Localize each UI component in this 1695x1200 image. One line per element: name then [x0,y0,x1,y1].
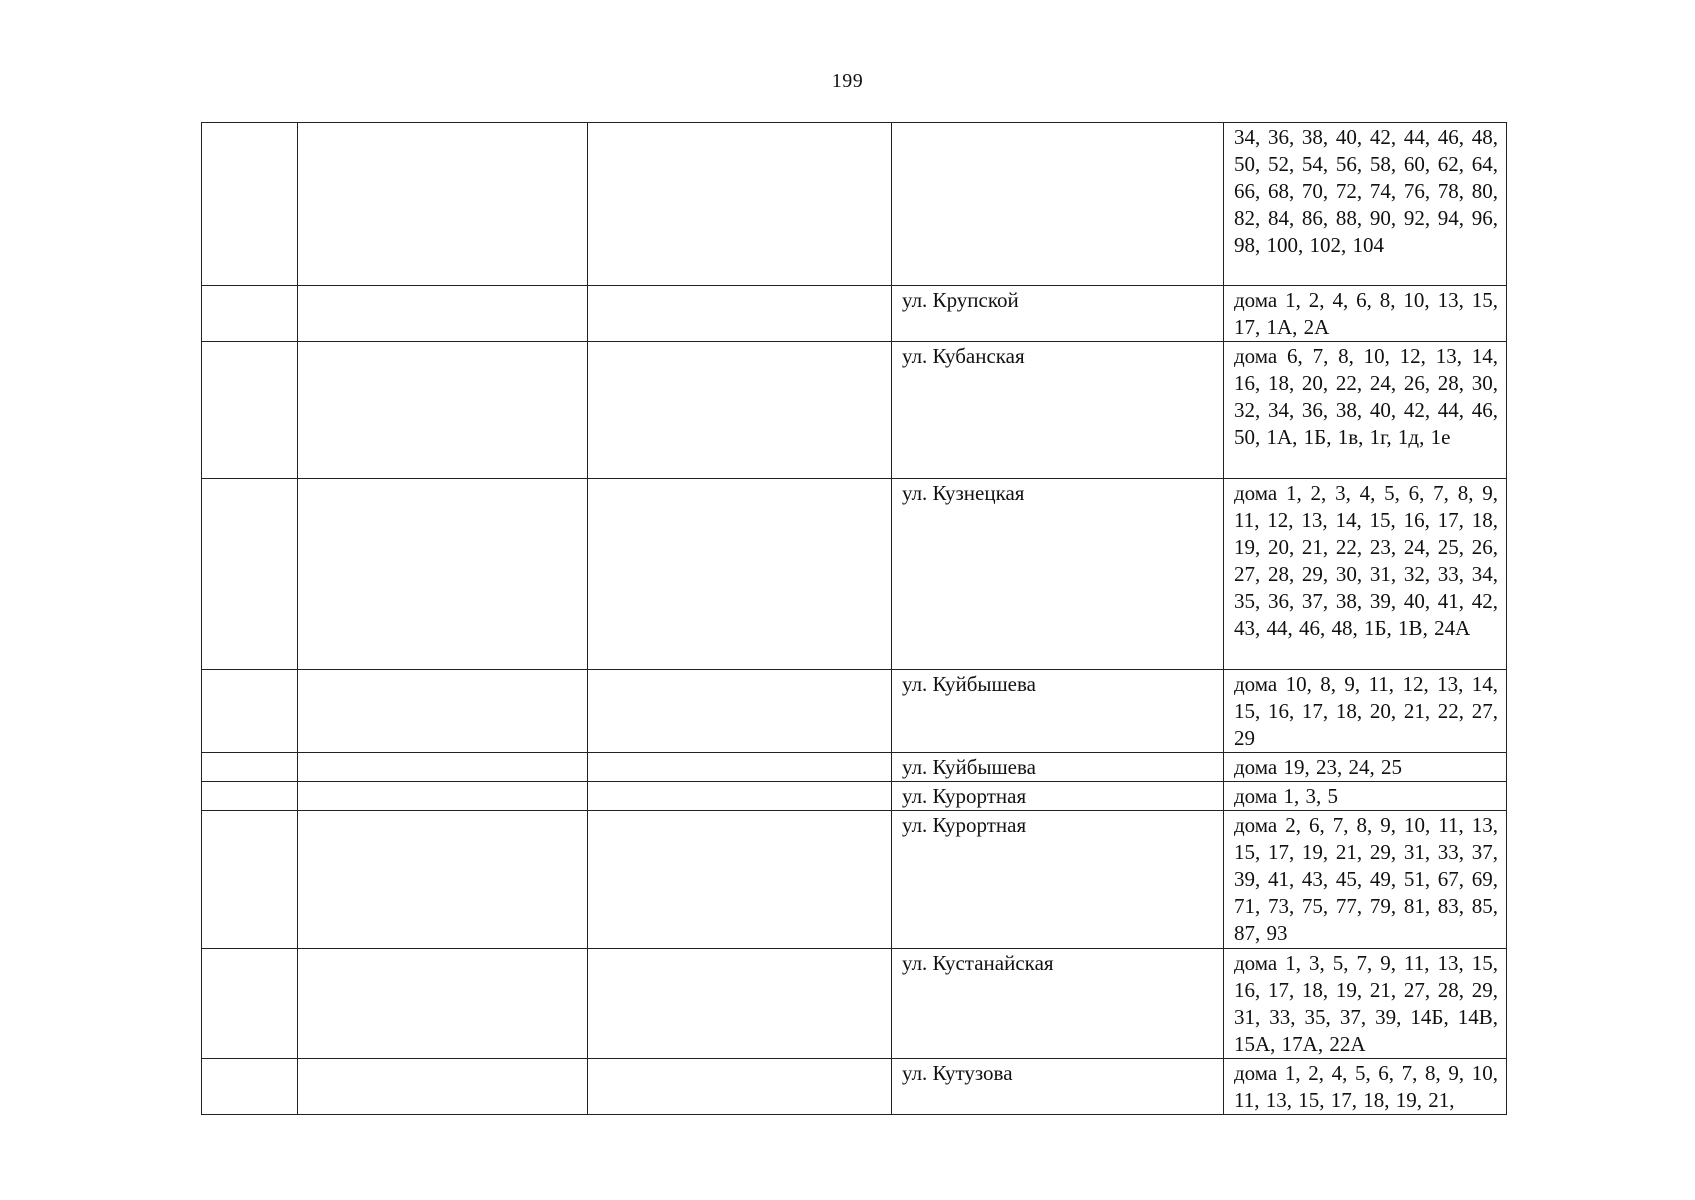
institution-cell [588,479,892,670]
street-cell: ул. Курортная [892,811,1224,949]
street-cell: ул. Крупской [892,286,1224,342]
district-cell [298,753,588,782]
institution-cell [588,670,892,753]
district-cell [298,479,588,670]
district-cell [298,286,588,342]
district-cell [298,1059,588,1115]
page-number: 199 [831,70,864,92]
number-cell [202,811,298,949]
institution-cell [588,782,892,811]
table-row [202,123,1507,286]
number-cell [202,782,298,811]
table-row [202,286,1507,342]
institution-cell [588,811,892,949]
street-cell: ул. Кубанская [892,342,1224,479]
street-cell: ул. Кузнецкая [892,479,1224,670]
houses-cell: дома 1, 3, 5 [1224,782,1507,811]
street-cell: ул. Куйбышева [892,670,1224,753]
street-cell [892,123,1224,286]
street-cell: ул. Курортная [892,782,1224,811]
table-row [202,1059,1507,1115]
table-row [202,670,1507,753]
number-cell [202,1059,298,1115]
number-cell [202,949,298,1059]
table-row [202,479,1507,670]
table-row [202,753,1507,782]
houses-cell: дома 1, 2, 4, 5, 6, 7, 8, 9, 10, 11, 13, 15, 17, 18, 19, 21, [1224,1059,1507,1115]
institution-cell [588,949,892,1059]
street-cell: ул. Куйбышева [892,753,1224,782]
table-row [202,949,1507,1059]
table-row [202,811,1507,949]
institution-cell [588,123,892,286]
district-cell [298,123,588,286]
houses-cell: дома 10, 8, 9, 11, 12, 13, 14, 15, 16, 17, 18, 20, 21, 22, 27, 29 [1224,670,1507,753]
district-cell [298,670,588,753]
institution-cell [588,753,892,782]
address-table [201,122,1507,1115]
district-cell [298,811,588,949]
number-cell [202,670,298,753]
institution-cell [588,286,892,342]
houses-cell: дома 1, 2, 3, 4, 5, 6, 7, 8, 9, 11, 12, 13, 14, 15, 16, 17, 18, 19, 20, 21, 22, 23, 24, 25, 26, 27, 28, 29, 30, 31, 32, 33, 34, 35, 36, 37, 38, 39, 40, 41, 42, 43, 44, 46, 48, 1Б, 1В, 24А [1224,479,1507,670]
houses-cell: дома 19, 23, 24, 25 [1224,753,1507,782]
street-cell: ул. Кутузова [892,1059,1224,1115]
houses-cell: 34, 36, 38, 40, 42, 44, 46, 48, 50, 52, 54, 56, 58, 60, 62, 64, 66, 68, 70, 72, 74, 76, 78, 80, 82, 84, 86, 88, 90, 92, 94, 96, 98, 100, 102, 104 [1224,123,1507,286]
houses-cell: дома 6, 7, 8, 10, 12, 13, 14, 16, 18, 20, 22, 24, 26, 28, 30, 32, 34, 36, 38, 40, 42, 44, 46, 50, 1А, 1Б, 1в, 1г, 1д, 1е [1224,342,1507,479]
number-cell [202,286,298,342]
houses-cell: дома 1, 3, 5, 7, 9, 11, 13, 15, 16, 17, 18, 19, 21, 27, 28, 29, 31, 33, 35, 37, 39, 14Б, 14В, 15А, 17А, 22А [1224,949,1507,1059]
institution-cell [588,1059,892,1115]
houses-cell: дома 1, 2, 4, 6, 8, 10, 13, 15, 17, 1А, 2А [1224,286,1507,342]
district-cell [298,342,588,479]
street-cell: ул. Кустанайская [892,949,1224,1059]
institution-cell [588,342,892,479]
district-cell [298,782,588,811]
number-cell [202,753,298,782]
number-cell [202,479,298,670]
district-cell [298,949,588,1059]
table-row [202,342,1507,479]
table-row [202,782,1507,811]
number-cell [202,342,298,479]
houses-cell: дома 2, 6, 7, 8, 9, 10, 11, 13, 15, 17, 19, 21, 29, 31, 33, 37, 39, 41, 43, 45, 49, 51, 67, 69, 71, 73, 75, 77, 79, 81, 83, 85, 87, 93 [1224,811,1507,949]
number-cell [202,123,298,286]
